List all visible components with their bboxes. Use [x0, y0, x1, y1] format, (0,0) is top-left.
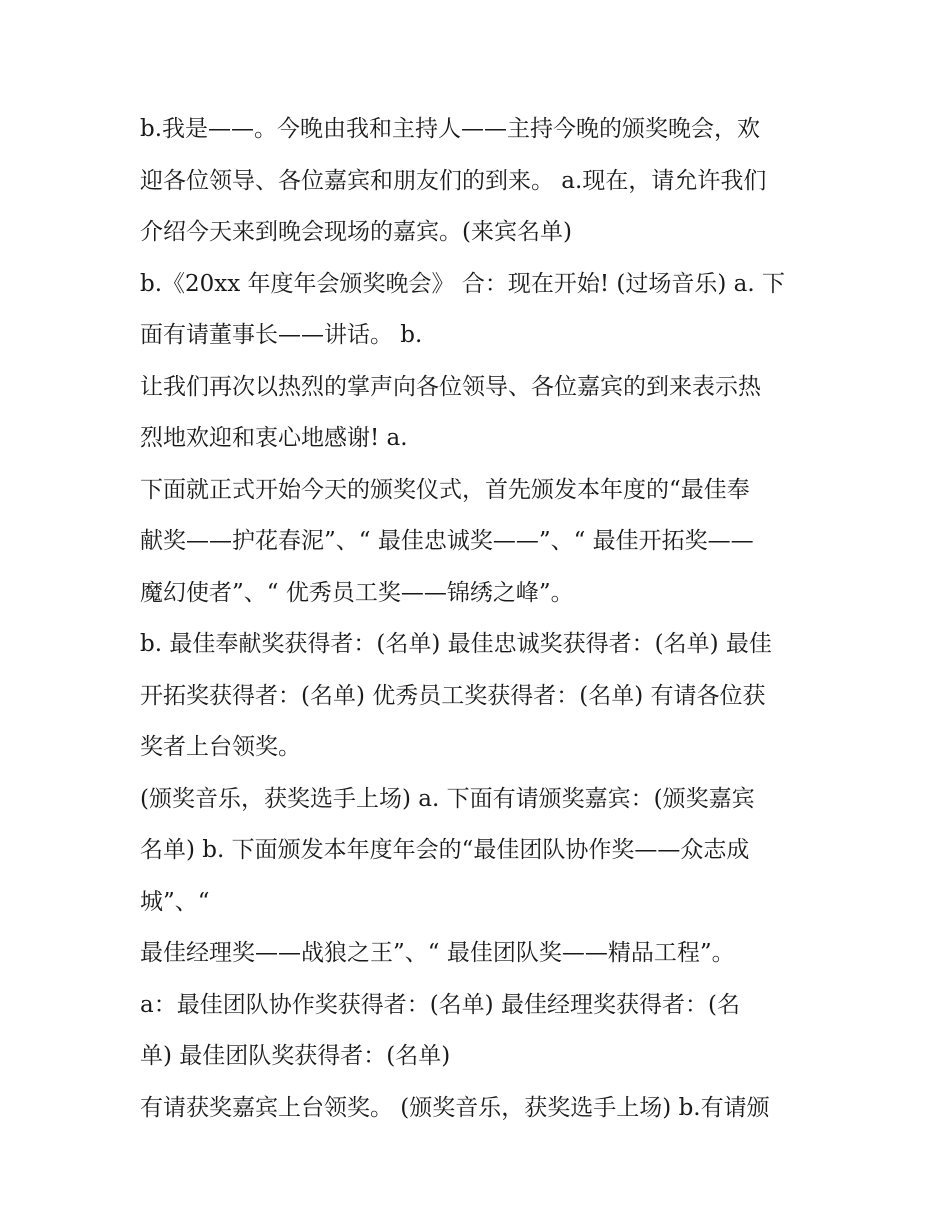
text-line: 名单) b. 下面颁发本年度年会的“最佳团队协作奖——众志成 — [140, 837, 750, 863]
text-line: 开拓奖获得者：(名单) 优秀员工奖获得者：(名单) 有请各位获 — [140, 682, 766, 709]
document-body — [140, 104, 820, 1134]
text-line: 最佳经理奖——战狼之王”、“ 最佳团队奖——精品工程”。 — [140, 940, 735, 966]
text-line: 迎各位领导、各位嘉宾和朋友们的到来。 a.现在，请允许我们 — [140, 167, 767, 194]
text-line: 献奖——护花春泥”、“ 最佳忠诚奖——”、“ 最佳开拓奖—— — [140, 528, 754, 554]
text-line: 城”、“ — [140, 888, 210, 915]
text-line: (颁奖音乐，获奖选手上场) a. 下面有请颁奖嘉宾：(颁奖嘉宾 — [140, 785, 755, 812]
text-line: 烈地欢迎和衷心地感谢! a. — [140, 425, 408, 451]
text-line: 单) 最佳团队奖获得者：(名单) — [140, 1043, 451, 1069]
text-line: a：最佳团队协作奖获得者：(名单) 最佳经理奖获得者：(名 — [140, 991, 740, 1018]
text-line: 面有请董事长——讲话。 b. — [140, 322, 423, 348]
text-line: 奖者上台领奖。 — [140, 734, 301, 760]
text-line: b. 最佳奉献奖获得者：(名单) 最佳忠诚奖获得者：(名单) 最佳 — [140, 631, 772, 657]
text-line: 介绍今天来到晚会现场的嘉宾。(来宾名单) — [140, 219, 572, 245]
text-line: b.《20xx 年度年会颁奖晚会》 合：现在开始! (过场音乐) a. 下 — [140, 270, 786, 297]
text-line: 下面就正式开始今天的颁奖仪式，首先颁发本年度的“最佳奉 — [140, 476, 750, 503]
text-line: 有请获奖嘉宾上台领奖。 (颁奖音乐，获奖选手上场) b.有请颁 — [140, 1094, 770, 1121]
text-line: 让我们再次以热烈的掌声向各位领导、各位嘉宾的到来表示热 — [140, 373, 761, 400]
text-line: 魔幻使者”、“ 优秀员工奖——锦绣之峰”。 — [140, 579, 574, 606]
text-line: b.我是——。今晚由我和主持人——主持今晚的颁奖晚会，欢 — [140, 116, 761, 142]
